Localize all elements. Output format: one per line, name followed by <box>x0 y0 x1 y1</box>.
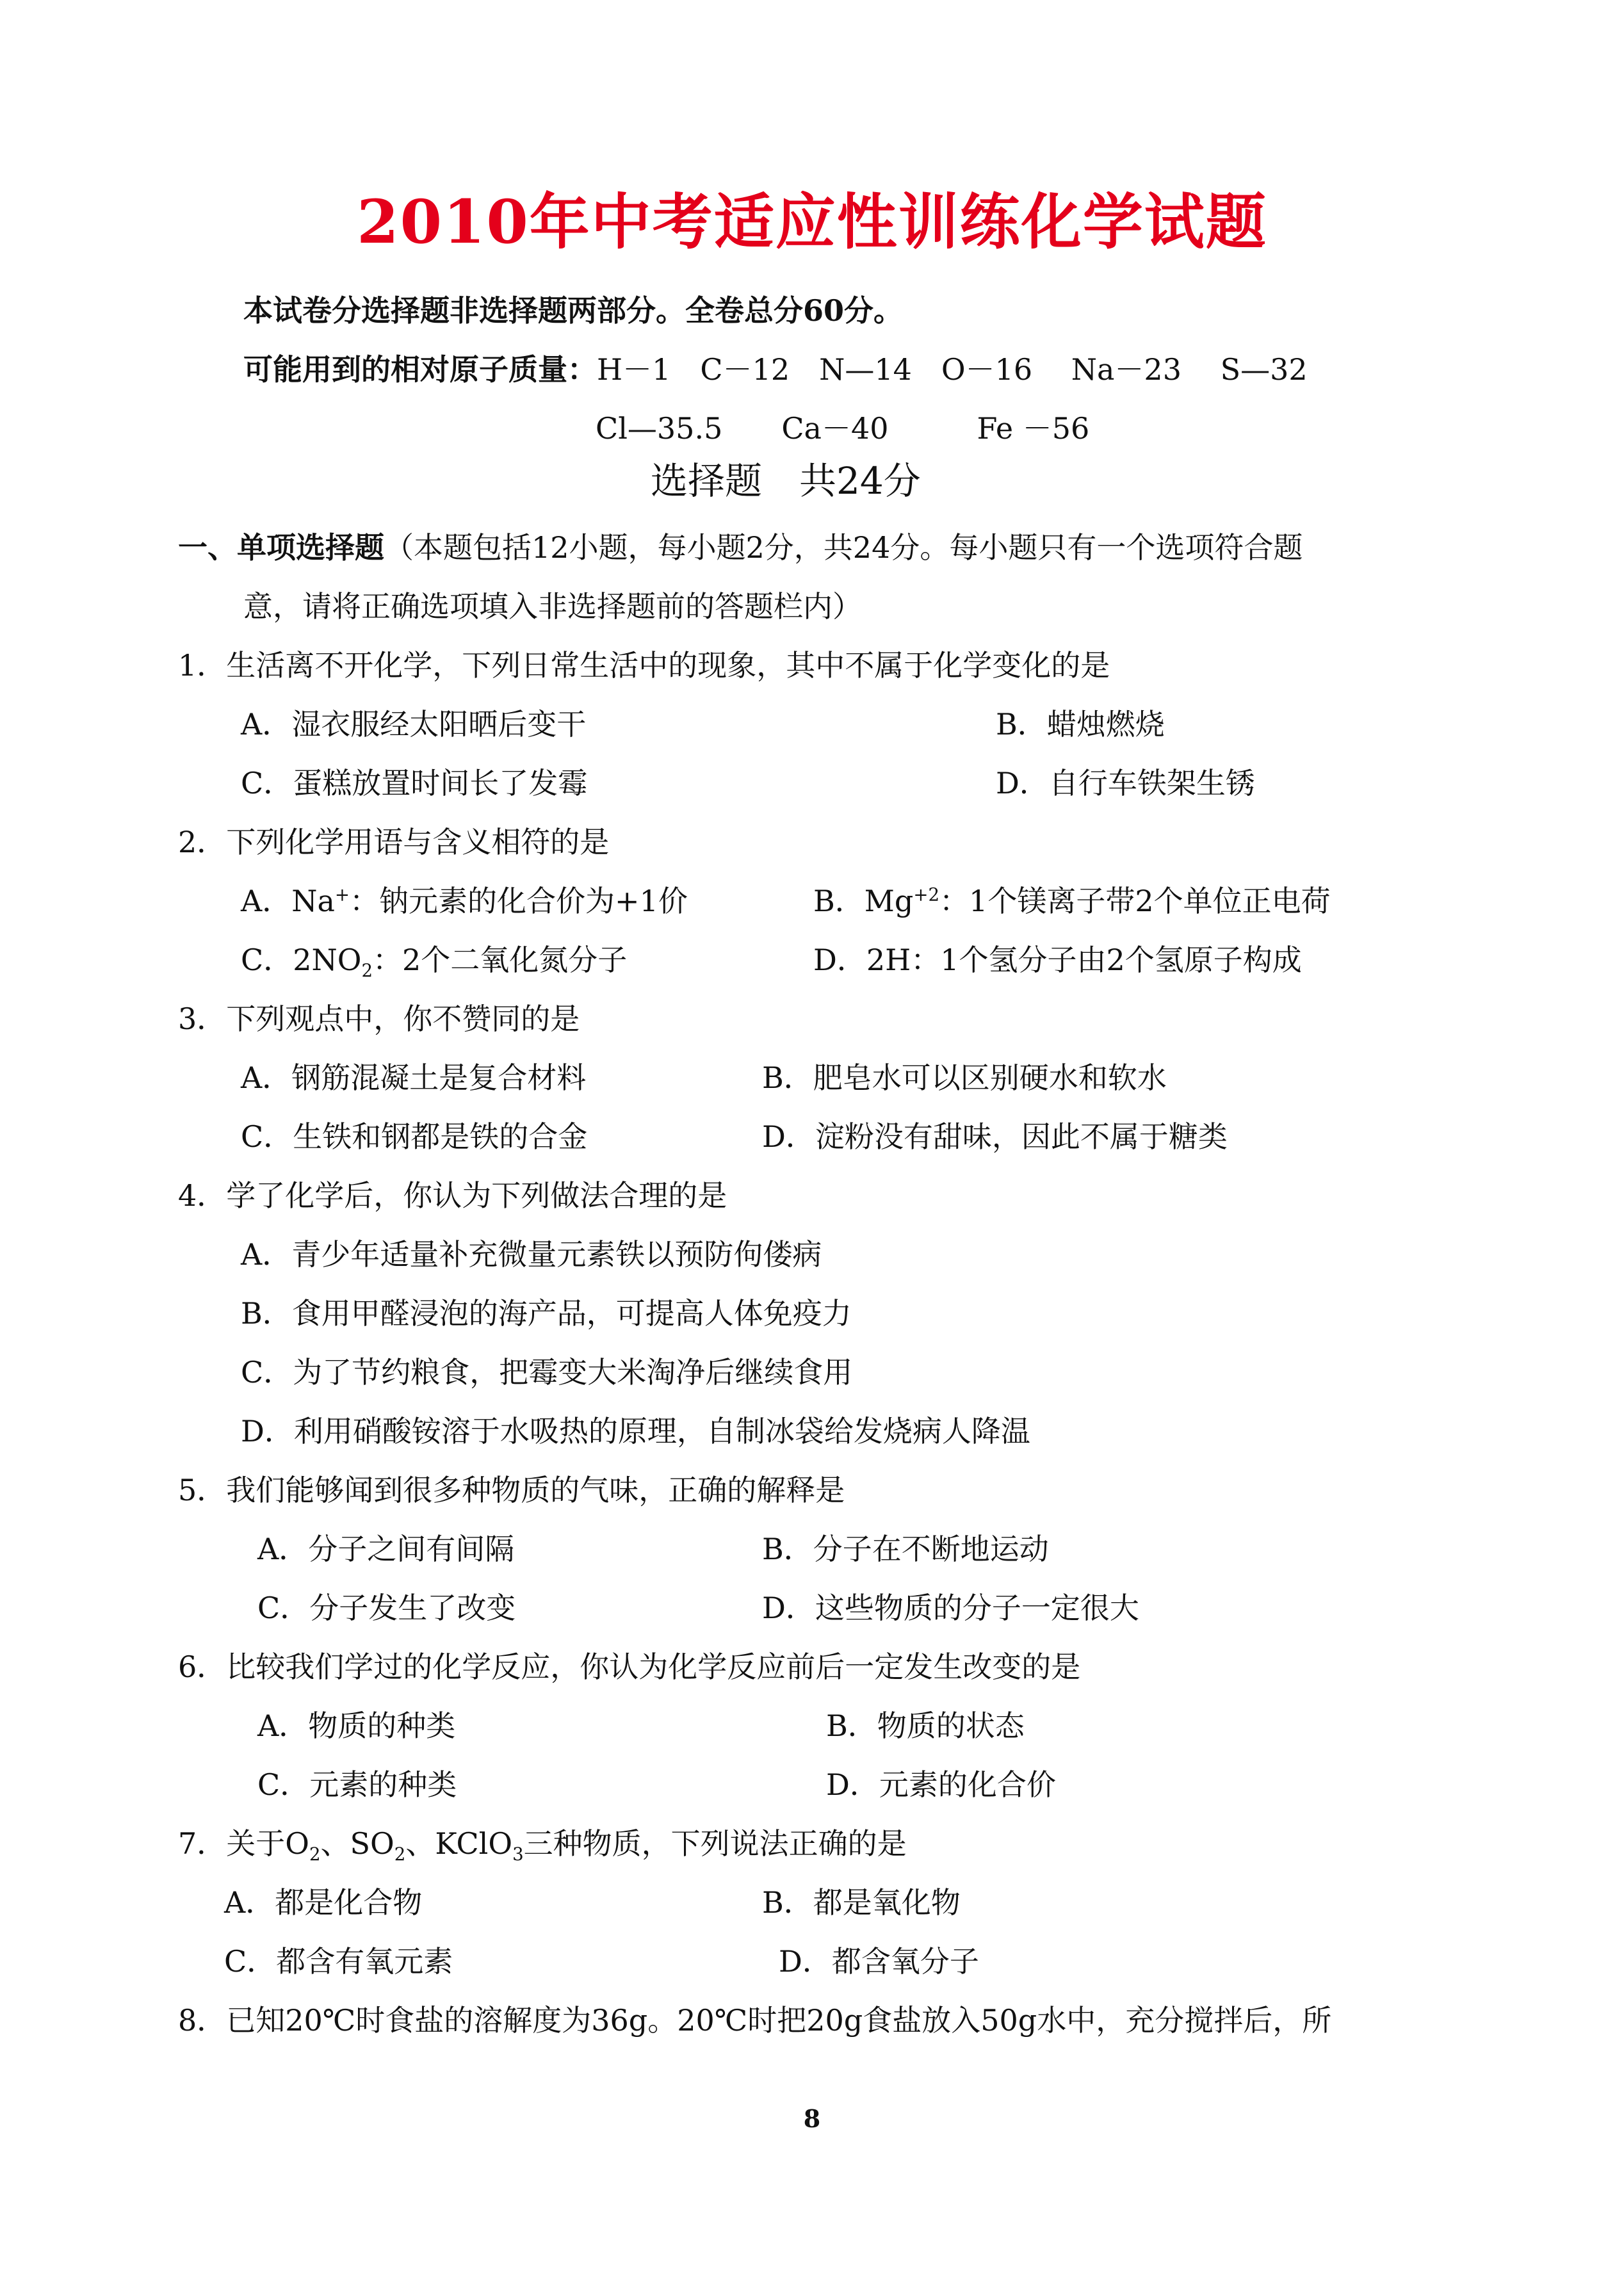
q7-stem <box>178 1826 907 1865</box>
q2-b-charge: +2 <box>913 884 940 905</box>
q6-option-b: B．物质的状态 <box>826 1708 1025 1743</box>
q7-stem-start: 7．关于O <box>178 1826 309 1861</box>
q7-stem-end: 三种物质，下列说法正确的是 <box>523 1826 907 1861</box>
q2-option-b <box>813 886 1331 916</box>
q1-option-a: A．湿衣服经太阳晒后变干 <box>241 707 587 742</box>
q1-option-b: B．蜡烛燃烧 <box>996 707 1165 742</box>
q4-option-a: A．青少年适量补充微量元素铁以预防佝偻病 <box>241 1237 822 1272</box>
q5-option-a: A．分子之间有间隔 <box>257 1532 515 1566</box>
q5-option-c: C．分子发生了改变 <box>257 1591 516 1625</box>
q3-stem: 3．下列观点中，你不赞同的是 <box>178 1002 580 1036</box>
q7-option-a: A．都是化合物 <box>224 1885 423 1920</box>
q6-stem: 6．比较我们学过的化学反应，你认为化学反应前后一定发生改变的是 <box>178 1650 1081 1684</box>
q7-option-b: B．都是氧化物 <box>762 1885 961 1920</box>
q2-stem: 2．下列化学用语与含义相符的是 <box>178 825 610 859</box>
q7-so2-subscript: 2 <box>394 1844 406 1865</box>
q6-option-d: D．元素的化合价 <box>826 1767 1056 1802</box>
q2-a-meaning: ：钠元素的化合价为+1价 <box>350 884 688 918</box>
part1-desc-2: 意，请将正确选项填入非选择题前的答题栏内） <box>243 589 862 624</box>
q7-option-c: C．都含有氧元素 <box>224 1944 453 1979</box>
q6-option-c: C．元素的种类 <box>257 1767 457 1802</box>
q2-b-meaning: ：1个镁离子带2个单位正电荷 <box>939 884 1331 918</box>
q3-option-d: D．淀粉没有甜味，因此不属于糖类 <box>762 1119 1228 1154</box>
q3-option-c: C．生铁和钢都是铁的合金 <box>241 1119 588 1154</box>
q2-c-subscript: 2 <box>361 960 373 982</box>
q6-option-a: A．物质的种类 <box>257 1708 456 1743</box>
q2-option-a <box>241 886 688 916</box>
part1-desc-1: （本题包括12小题，每小题2分，共24分。每小题只有一个选项符合题 <box>384 530 1303 565</box>
q2-c-meaning: ：2个二氧化氮分子 <box>373 943 628 977</box>
q2-b-text: B．Mg <box>813 884 914 918</box>
q7-kclo3-text: 、KClO <box>405 1826 513 1861</box>
part1-heading: 一、单项选择题 <box>178 530 384 565</box>
atomic-mass-values-1: H－1 C－12 N—14 O－16 Na－23 S—32 <box>597 352 1308 387</box>
q8-stem: 8．已知20℃时食盐的溶解度为36g。20℃时把20g食盐放入50g水中，充分搅拌后，所 <box>178 2003 1332 2038</box>
q1-option-d: D．自行车铁架生锈 <box>996 766 1255 800</box>
q4-option-c: C．为了节约粮食，把霉变大米淘净后继续食用 <box>241 1355 853 1390</box>
q5-option-d: D．这些物质的分子一定很大 <box>762 1591 1139 1625</box>
intro-line: 本试卷分选择题非选择题两部分。全卷总分60分。 <box>243 293 904 328</box>
q5-option-b: B．分子在不断地运动 <box>762 1532 1049 1566</box>
q3-option-a: A．钢筋混凝土是复合材料 <box>241 1060 587 1095</box>
atomic-mass-label: 可能用到的相对原子质量： <box>243 352 597 387</box>
q7-option-d: D．都含氧分子 <box>779 1944 979 1979</box>
q5-stem: 5．我们能够闻到很多种物质的气味，正确的解释是 <box>178 1473 845 1507</box>
q4-option-d: D．利用硝酸铵溶于水吸热的原理，自制冰袋给发烧病人降温 <box>241 1414 1030 1448</box>
section-title: 选择题 共24分 <box>651 459 921 503</box>
q1-option-c: C．蛋糕放置时间长了发霉 <box>241 766 588 800</box>
atomic-mass-line-2: Cl—35.5 Ca－40 Fe －56 <box>596 411 1090 446</box>
q7-kclo3-subscript: 3 <box>512 1844 524 1865</box>
q2-option-c <box>241 943 628 982</box>
q3-option-b: B．肥皂水可以区别硬水和软水 <box>762 1060 1167 1095</box>
q2-a-text: A．Na <box>241 884 335 918</box>
q7-o2-subscript: 2 <box>309 1844 321 1865</box>
page-number: 8 <box>803 2104 821 2133</box>
q2-option-d: D．2H：1个氢分子由2个氢原子构成 <box>813 943 1302 977</box>
q2-a-charge: + <box>334 884 350 905</box>
q4-option-b: B．食用甲醛浸泡的海产品，可提高人体免疫力 <box>241 1296 852 1331</box>
part1-heading-line <box>178 530 1303 565</box>
atomic-mass-line-1 <box>243 352 1308 387</box>
q4-stem: 4．学了化学后，你认为下列做法合理的是 <box>178 1178 727 1213</box>
q1-stem: 1．生活离不开化学，下列日常生活中的现象，其中不属于化学变化的是 <box>178 648 1110 683</box>
exam-title: 2010年中考适应性训练化学试题 <box>357 187 1267 257</box>
q7-so2-text: 、SO <box>320 1826 394 1861</box>
q2-c-text: C．2NO <box>241 943 362 977</box>
